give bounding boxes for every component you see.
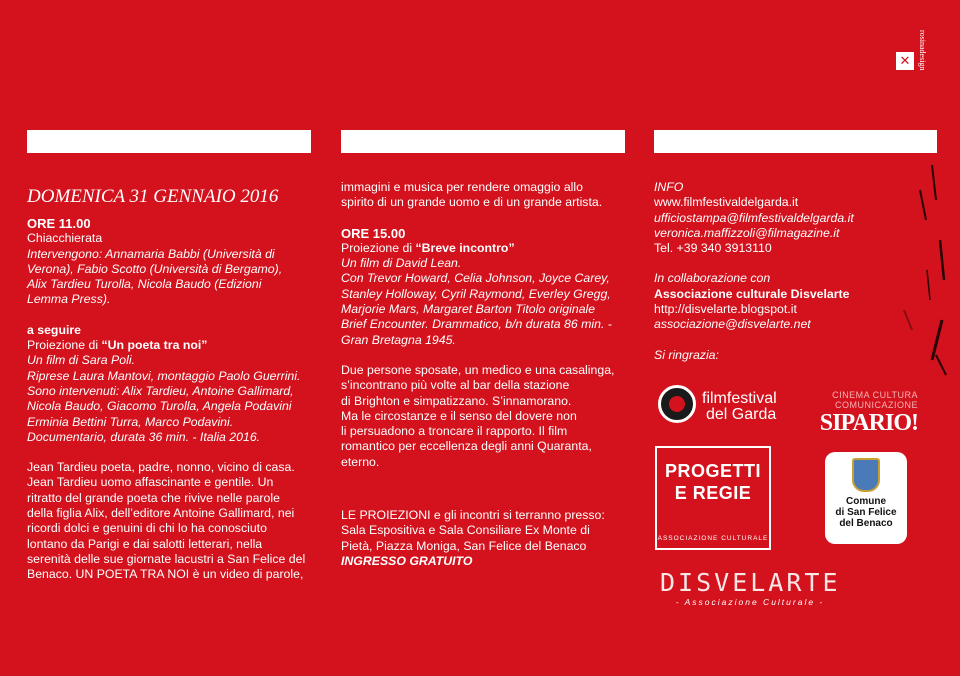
synopsis-line: eterno.: [341, 454, 380, 469]
film-2-detail: Gran Bretagna 1945.: [341, 332, 456, 347]
coat-of-arms-icon: [852, 458, 880, 492]
contact-email-link[interactable]: veronica.maffizzoli@filmagazine.it: [654, 225, 840, 240]
film-1-detail: Nicola Baudo, Giacomo Turolla, Angela Podavini: [27, 399, 292, 414]
time-1100: ORE 11.00: [27, 216, 91, 231]
description-line: ricordi dolci e genuini di chi lo ha conosciuto: [27, 521, 267, 536]
film-1-detail: Un film di Sara Poli.: [27, 353, 135, 368]
thanks-heading: Si ringrazia:: [654, 347, 719, 362]
continuation-line: spirito di un grande uomo e di un grande artista.: [341, 195, 603, 210]
projection-prefix: Proiezione di: [27, 338, 102, 353]
comune-san-felice-logo: [825, 452, 907, 544]
decorative-brush-strokes: [892, 160, 952, 390]
collab-name: Associazione culturale Disvelarte: [654, 286, 850, 301]
collab-heading: In collaborazione con: [654, 271, 771, 286]
projection-prefix: Proiezione di: [341, 240, 416, 255]
description-line: serenità delle sue giornate lacustri a San Felice del: [27, 551, 306, 566]
disvelarte-title: DISVELARTE: [660, 568, 841, 597]
column-center: [341, 180, 631, 569]
film-2-detail: Brief Encounter. Drammatico, b/n durata 86 min. -: [341, 317, 612, 332]
filmfestival-logo: [658, 385, 808, 425]
followup-heading: a seguire: [27, 322, 81, 337]
session-type: Chiacchierata: [27, 231, 103, 246]
film-title-1: “Un poeta tra noi”: [101, 338, 208, 353]
website-link[interactable]: www.filmfestivaldelgarda.it: [654, 195, 799, 210]
film-1-detail: Sono intervenuti: Alix Tardieu, Antoine Gallimard,: [27, 383, 294, 398]
sipario-logo: [812, 390, 918, 436]
venue-line: LE PROIEZIONI e gli incontri si terranno presso:: [341, 508, 605, 523]
header-bar-left: [27, 130, 311, 153]
projection-line-1: [27, 338, 317, 353]
synopsis-line: di Brighton e simpatizzano. S’innamorano.: [341, 393, 572, 408]
speakers-line-3: Alix Tardieu Turolla, Nicola Baudo (Edizioni: [27, 277, 262, 292]
comune-label-3: del Benaco: [839, 518, 893, 529]
sipario-name: SIPARIO!: [819, 410, 918, 436]
progetti-regie-title-2: E REGIE: [674, 483, 752, 503]
venue-line: Pietà, Piazza Moniga, San Felice del Benaco: [341, 538, 587, 553]
description-line: Jean Tardieu poeta, padre, nonno, vicino di casa.: [27, 460, 295, 475]
projection-line-2: [341, 241, 631, 256]
header-bar-right: [654, 130, 937, 153]
comune-label-1: Comune: [846, 496, 886, 507]
progetti-regie-subtitle: ASSOCIAZIONE CULTURALE: [657, 535, 769, 542]
description-line: Jean Tardieu uomo affascinante e gentile. Un: [27, 475, 274, 490]
synopsis-line: Ma le circostanze e il senso del dovere non: [341, 408, 577, 423]
synopsis-line: li persuadono a troncare il rapporto. Il film: [341, 424, 568, 439]
progetti-regie-logo: [655, 446, 771, 550]
progetti-regie-title-1: PROGETTI: [664, 461, 761, 481]
rosinadesign-logo-icon: ✕: [896, 52, 914, 70]
venue-line: Sala Espositiva e Sala Consiliare Ex Monte di: [341, 523, 590, 538]
filmfestival-label-2: del Garda: [706, 406, 777, 423]
time-1500: ORE 15.00: [341, 225, 406, 241]
column-right: [654, 180, 894, 363]
film-1-detail: Documentario, durata 36 min. - Italia 2016.: [27, 429, 261, 444]
phone-number: Tel. +39 340 3913110: [654, 241, 772, 256]
film-title-2: “Breve incontro”: [415, 240, 515, 255]
column-left: [27, 186, 317, 583]
event-date: DOMENICA 31 GENNAIO 2016: [27, 186, 279, 207]
description-line: della figlia Alix, dell’editore Antoine Gallimard, nei: [27, 506, 295, 521]
sipario-tagline-2: COMUNICAZIONE: [835, 400, 918, 410]
speakers-line-1: Intervengono: Annamaria Babbi (Università di: [27, 246, 275, 261]
film-2-detail: Stanley Holloway, Cyril Raymond, Everley Gregg,: [341, 286, 611, 301]
description-line: lontano da Parigi e dai salotti letterari, nella: [27, 536, 263, 551]
press-email-link[interactable]: ufficiostampa@filmfestivaldelgarda.it: [654, 210, 854, 225]
continuation-line: immagini e musica per rendere omaggio allo: [341, 180, 583, 194]
synopsis-line: Due persone sposate, un medico e una casalinga,: [341, 362, 615, 377]
eye-icon: [658, 385, 696, 423]
info-heading: INFO: [654, 180, 684, 194]
film-2-detail: Marjorie Mars, Margaret Barton Titolo originale: [341, 302, 596, 317]
description-line: ritratto del grande poeta che rivive nelle parole: [27, 490, 280, 505]
sipario-tagline-1: CINEMA CULTURA: [832, 390, 918, 400]
film-2-detail: Con Trevor Howard, Celia Johnson, Joyce Carey,: [341, 271, 610, 286]
synopsis-line: s’incontrano più volte al bar della stazione: [341, 378, 570, 393]
free-entry: INGRESSO GRATUITO: [341, 553, 473, 568]
collab-blog-link[interactable]: http://disvelarte.blogspot.it: [654, 302, 797, 317]
film-1-detail: Riprese Laura Mantovi, montaggio Paolo Guerrini.: [27, 368, 301, 383]
rosinadesign-credit: rosinadesign: [918, 30, 927, 71]
description-line: Benaco. UN POETA TRA NOI è un video di parole,: [27, 567, 304, 582]
header-bar-center: [341, 130, 625, 153]
synopsis-line: romantico per eccellenza degli anni Quaranta,: [341, 439, 592, 454]
film-1-detail: Erminia Bettini Turra, Marco Podavini.: [27, 414, 234, 429]
filmfestival-label: filmfestival: [702, 390, 777, 407]
comune-label-2: di San Felice: [835, 507, 897, 518]
collab-email-link[interactable]: associazione@disvelarte.net: [654, 317, 811, 332]
disvelarte-subtitle: - Associazione Culturale -: [675, 597, 825, 607]
disvelarte-logo: [660, 568, 840, 607]
film-2-detail: Un film di David Lean.: [341, 256, 462, 271]
speakers-line-2: Verona), Fabio Scotto (Università di Bergamo),: [27, 261, 283, 276]
speakers-line-4: Lemma Press).: [27, 292, 111, 307]
